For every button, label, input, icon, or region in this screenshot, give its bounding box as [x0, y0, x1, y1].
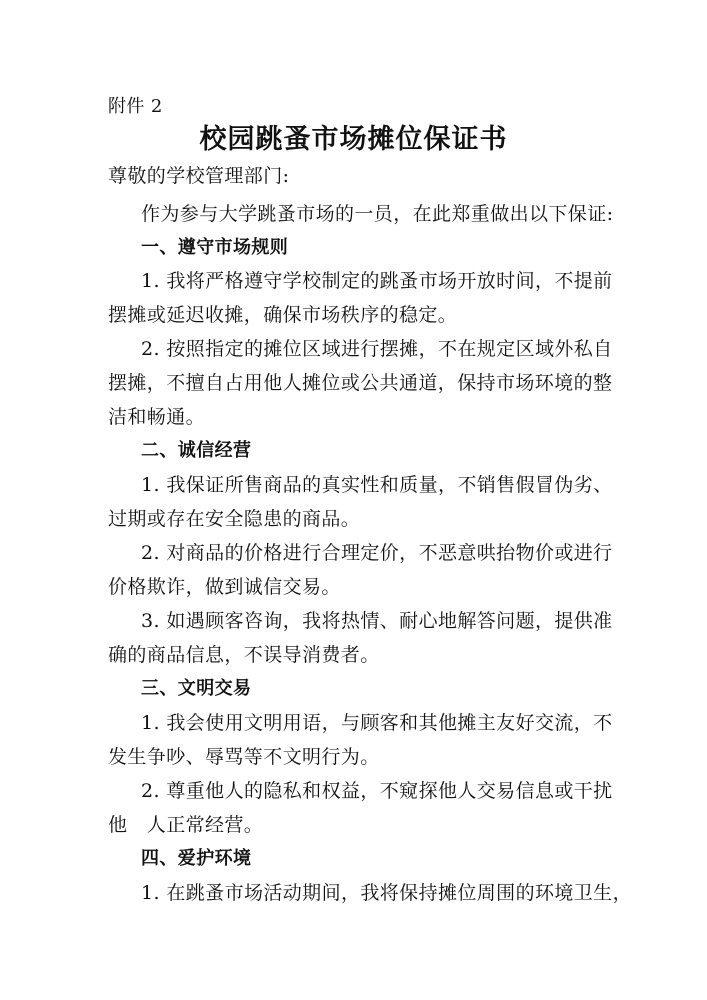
paragraph-line: 3. 如遇顾客咨询，我将热情、耐心地解答问题，提供准 — [141, 610, 613, 632]
paragraph-line: 2. 尊重他人的隐私和权益，不窥探他人交易信息或干扰 — [141, 780, 613, 802]
page-title: 校园跳蚤市场摊位保证书 — [199, 124, 508, 155]
paragraph-line: 1. 我会使用文明用语，与顾客和其他摊主友好交流，不 — [141, 712, 613, 734]
intro-paragraph: 作为参与大学跳蚤市场的一员，在此郑重做出以下保证: — [141, 203, 614, 225]
paragraph-line: 他 人正常经营。 — [108, 814, 264, 836]
paragraph-line: 2. 对商品的价格进行合理定价，不恶意哄抬物价或进行 — [141, 542, 613, 564]
salutation: 尊敬的学校管理部门: — [108, 165, 290, 187]
section-heading-civilized-trading: 三、文明交易 — [141, 678, 252, 699]
paragraph-line: 2. 按照指定的摊位区域进行摆摊，不在规定区域外私自 — [141, 338, 613, 360]
section-heading-protect-environment: 四、爱护环境 — [141, 848, 252, 869]
paragraph-line: 1. 我保证所售商品的真实性和质量，不销售假冒伪劣、 — [141, 474, 613, 496]
section-heading-honest-business: 二、诚信经营 — [141, 440, 252, 461]
paragraph-line: 摆摊或延迟收摊，确保市场秩序的稳定。 — [108, 304, 458, 326]
paragraph-line: 确的商品信息，不误导消费者。 — [108, 644, 380, 666]
paragraph-line: 价格欺诈，做到诚信交易。 — [108, 576, 341, 598]
paragraph-line: 1. 我将严格遵守学校制定的跳蚤市场开放时间，不提前 — [141, 270, 613, 292]
paragraph-line: 过期或存在安全隐患的商品。 — [108, 508, 361, 530]
paragraph-line: 1. 在跳蚤市场活动期间，我将保持摊位周围的环境卫生， — [141, 882, 632, 904]
attachment-label: 附件 2 — [108, 96, 163, 117]
paragraph-line: 洁和畅通。 — [108, 406, 206, 428]
paragraph-line: 发生争吵、辱骂等不文明行为。 — [108, 746, 380, 768]
section-heading-market-rules: 一、遵守市场规则 — [141, 237, 289, 258]
paragraph-line: 摆摊，不擅自占用他人摊位或公共通道，保持市场环境的整 — [108, 372, 613, 394]
